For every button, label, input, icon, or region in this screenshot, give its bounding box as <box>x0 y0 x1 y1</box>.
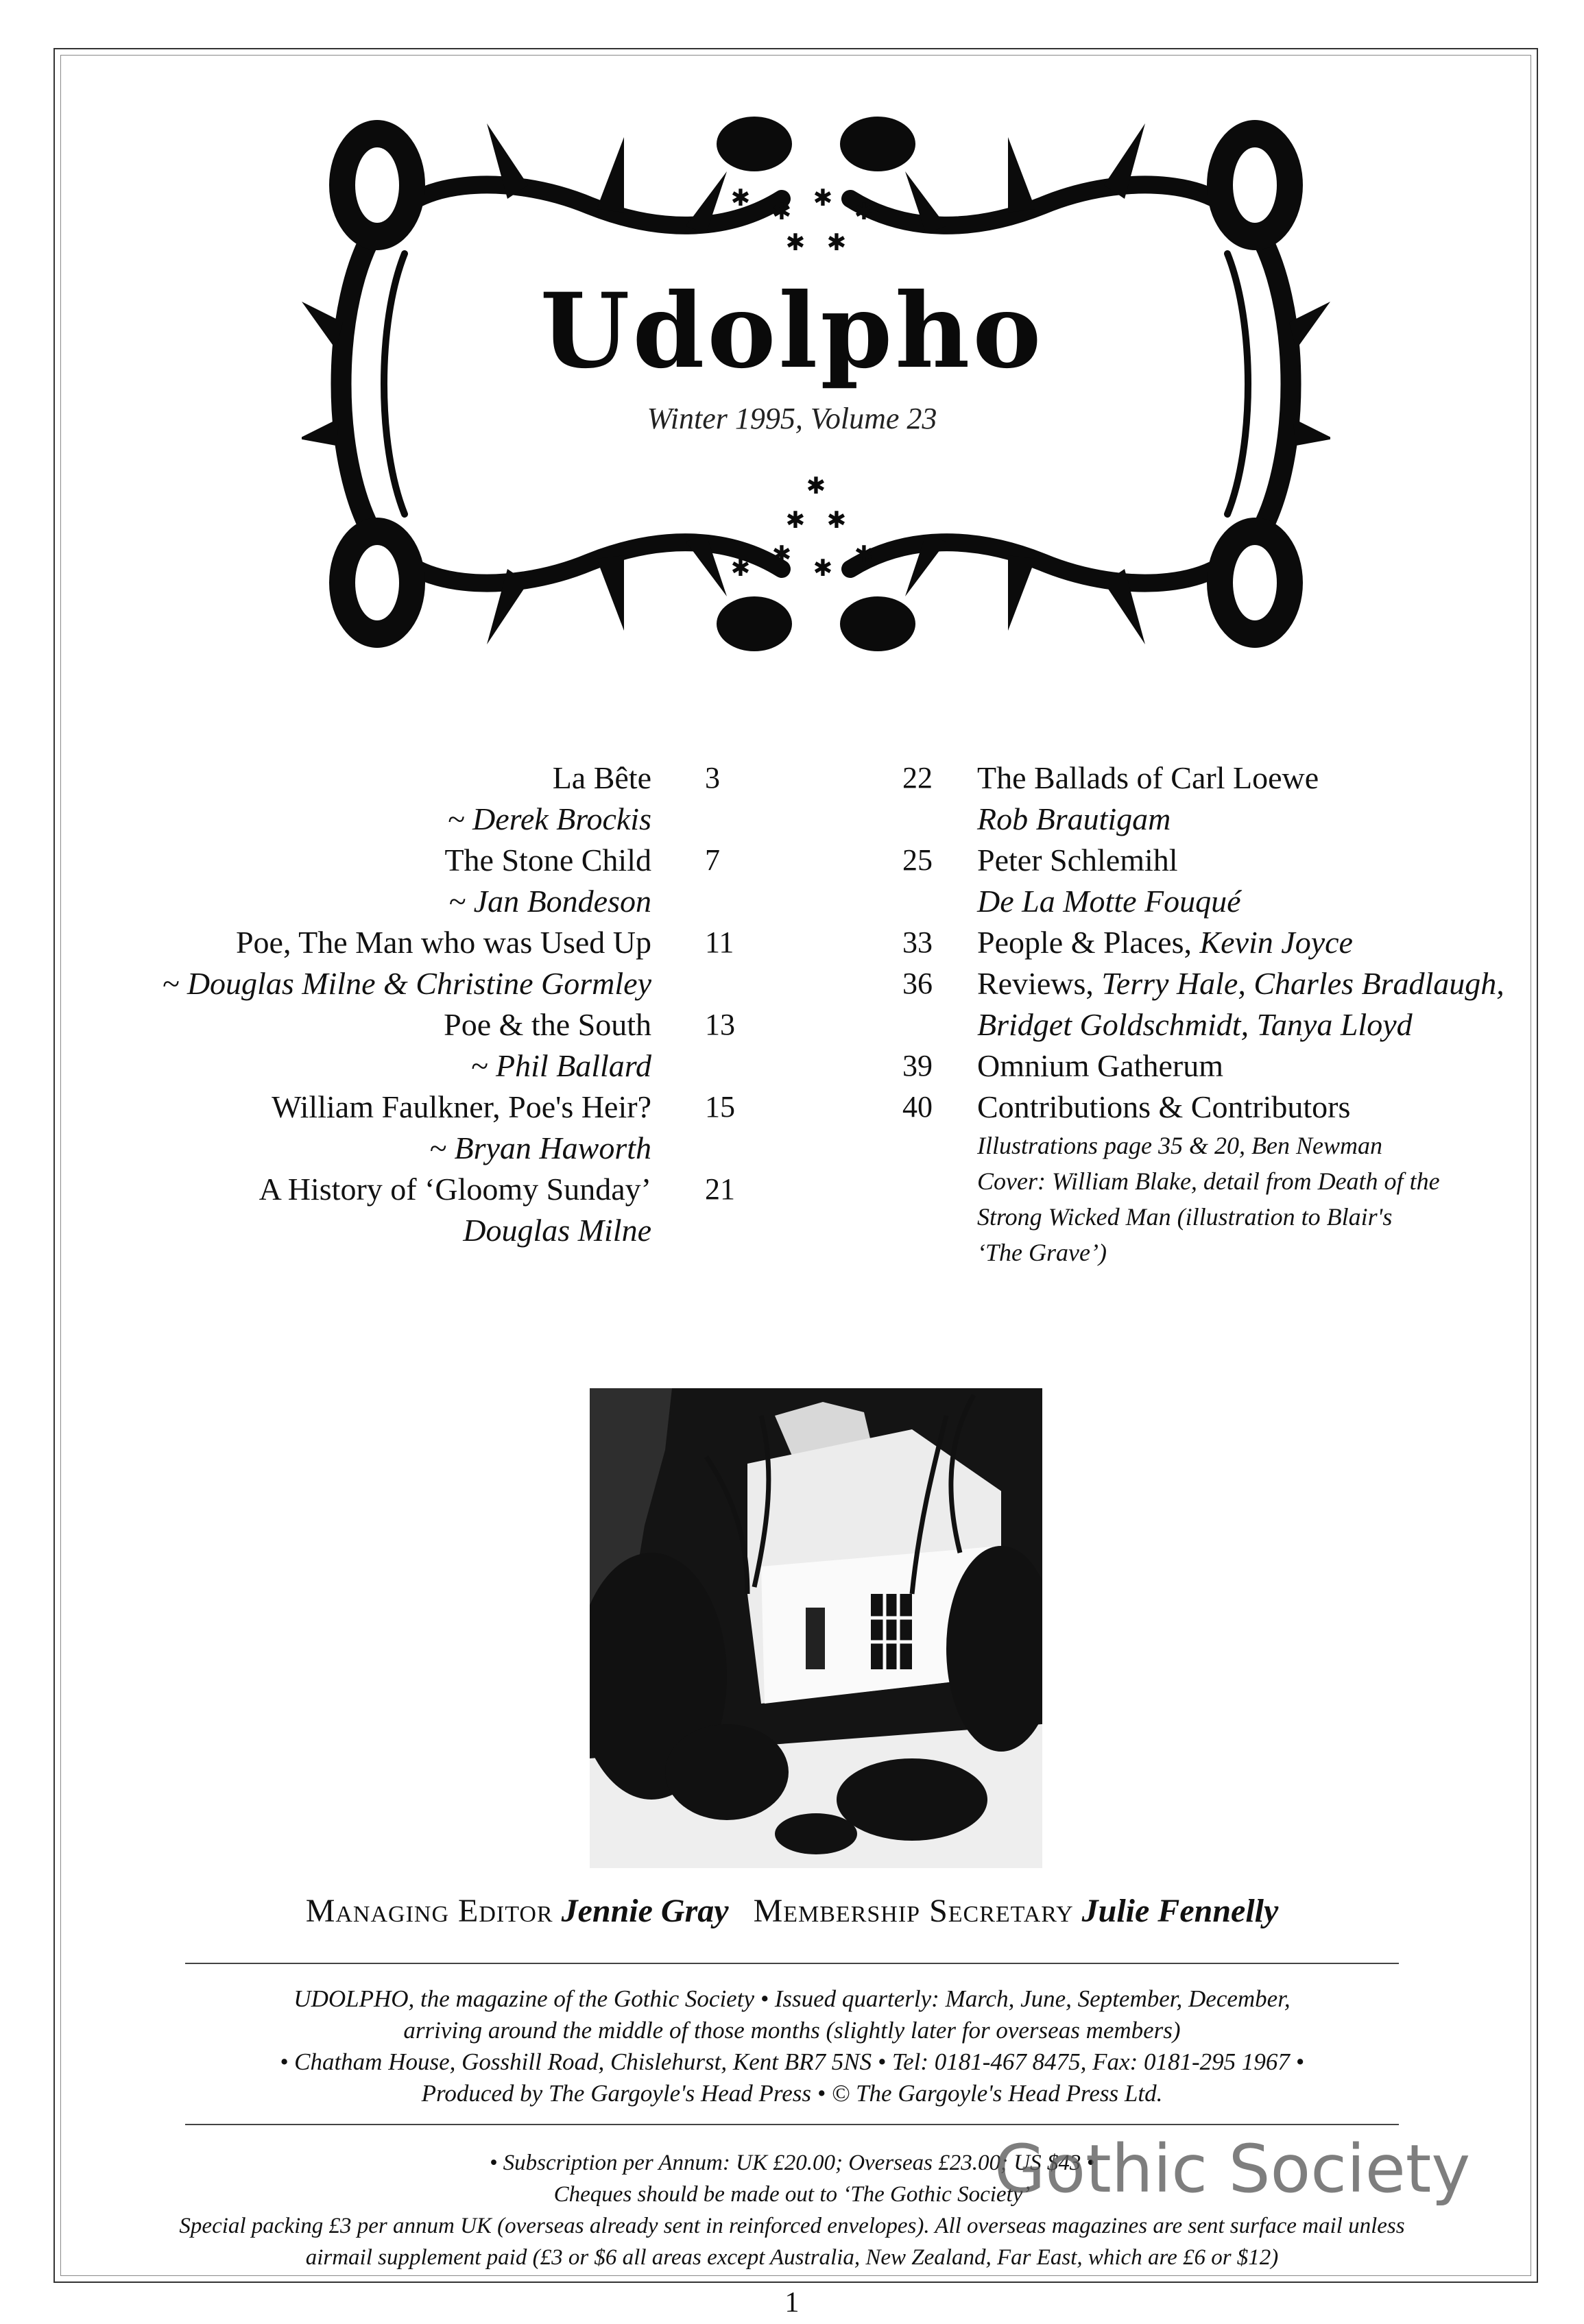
entry-page: 13 <box>705 1008 735 1041</box>
svg-text:✱: ✱ <box>785 229 806 256</box>
watermark: Gothic Society <box>994 2131 1471 2207</box>
svg-text:✱: ✱ <box>771 541 792 568</box>
toc-entry <box>885 963 1557 1004</box>
svg-text:✱: ✱ <box>826 507 847 534</box>
entry-title: A History of ‘Gloomy Sunday’ <box>259 1172 651 1207</box>
editor-role: Managing Editor <box>305 1893 553 1929</box>
toc-entry <box>103 1169 754 1210</box>
entry-author: Rob Brautigam <box>977 801 1171 836</box>
divider <box>185 2124 1399 2125</box>
credit-text: Cover: William Blake, detail from Death of the <box>977 1167 1440 1195</box>
toc-entry-author-row <box>885 799 1557 840</box>
toc-entry-author-row <box>103 1210 754 1251</box>
svg-text:✱: ✱ <box>854 541 874 568</box>
entry-author: Kevin Joyce <box>1199 925 1353 960</box>
credit-line <box>885 1163 1557 1199</box>
svg-text:✱: ✱ <box>806 472 826 500</box>
subscription-line: Cheques should be made out to ‘The Gothic Society’ <box>553 2182 1031 2207</box>
divider <box>185 1963 1399 1964</box>
svg-text:✱: ✱ <box>854 198 874 226</box>
entry-author: ~ Derek Brockis <box>447 801 651 836</box>
entry-title: Reviews, <box>977 966 1094 1001</box>
svg-text:✱: ✱ <box>771 198 792 226</box>
entry-page: 3 <box>705 761 720 795</box>
toc-entry-author-row <box>103 963 754 1004</box>
toc-entry <box>885 758 1557 799</box>
imprint-line: • Chatham House, Gosshill Road, Chislehurst, Kent BR7 5NS • Tel: 0181-467 8475, Fax: 0181-295 1967 • <box>280 2048 1304 2075</box>
entry-page: 21 <box>705 1172 735 1206</box>
entry-page: 7 <box>705 843 720 877</box>
credit-text: Illustrations page 35 & 20, Ben Newman <box>977 1132 1382 1159</box>
subscription-line: airmail supplement paid (£3 or $6 all areas except Australia, New Zealand, Far East, which are £6 or $12) <box>305 2245 1279 2270</box>
credit-text: ‘The Grave’) <box>977 1239 1107 1266</box>
svg-text:✱: ✱ <box>730 555 751 582</box>
contents-right-column <box>885 758 1557 1270</box>
page-number: 1 <box>784 2287 800 2319</box>
imprint-line: arriving around the middle of those months (slightly later for overseas members) <box>403 2017 1181 2044</box>
entry-author: Terry Hale, Charles Bradlaugh, <box>1101 966 1504 1001</box>
issue-line: Winter 1995, Volume 23 <box>647 402 937 435</box>
subscription-line: Special packing £3 per annum UK (overseas already sent in reinforced envelopes). All overseas magazines are sent surface mail unless <box>179 2214 1405 2238</box>
entry-author: De La Motte Fouqué <box>977 884 1241 919</box>
toc-entry <box>885 922 1557 963</box>
entry-title: Poe, The Man who was Used Up <box>235 925 651 960</box>
imprint-line: Produced by The Gargoyle's Head Press • © The Gargoyle's Head Press Ltd. <box>421 2080 1163 2107</box>
entry-page: 11 <box>705 925 734 959</box>
entry-title: The Stone Child <box>444 843 651 877</box>
entry-page: 39 <box>902 1049 933 1082</box>
imprint-block <box>0 1983 1584 2109</box>
toc-entry-author-row <box>103 1128 754 1169</box>
secretary-name: Julie Fennelly <box>1081 1893 1279 1929</box>
entry-title: La Bête <box>552 760 651 795</box>
svg-text:✱: ✱ <box>813 555 833 582</box>
magazine-title: Udolpho <box>540 271 1044 391</box>
entry-title: People & Places, <box>977 925 1192 960</box>
house-photograph <box>590 1388 1042 1868</box>
entry-page: 33 <box>902 925 933 959</box>
entry-title-line <box>977 922 1353 963</box>
entry-author: Bridget Goldschmidt, Tanya Lloyd <box>977 1007 1413 1042</box>
toc-entry-author-row <box>103 1045 754 1087</box>
entry-page: 22 <box>902 761 933 795</box>
entry-page: 25 <box>902 843 933 877</box>
credit-line <box>885 1199 1557 1235</box>
toc-entry-author-row <box>885 881 1557 922</box>
secretary-role: Membership Secretary <box>753 1893 1074 1929</box>
svg-text:✱: ✱ <box>826 229 847 256</box>
entry-title-line <box>977 963 1504 1004</box>
imprint-line: UDOLPHO, the magazine of the Gothic Society • Issued quarterly: March, June, September, December, <box>293 1985 1291 2012</box>
entry-title: William Faulkner, Poe's Heir? <box>272 1089 651 1124</box>
entry-title: The Ballads of Carl Loewe <box>977 760 1319 795</box>
entry-author: ~ Bryan Haworth <box>429 1130 651 1165</box>
editor-name: Jennie Gray <box>561 1893 729 1929</box>
svg-text:✱: ✱ <box>813 184 833 212</box>
entry-title: Poe & the South <box>444 1007 651 1042</box>
credit-line <box>885 1128 1557 1163</box>
contents-left-column <box>103 758 754 1251</box>
entry-author: ~ Jan Bondeson <box>448 884 651 919</box>
toc-entry-author-row <box>103 799 754 840</box>
entry-page: 36 <box>902 967 933 1000</box>
staff-credits <box>0 1892 1584 1930</box>
entry-page: 15 <box>705 1090 735 1124</box>
toc-entry <box>103 1004 754 1045</box>
credit-text: Strong Wicked Man (illustration to Blair's <box>977 1203 1393 1231</box>
toc-entry <box>103 840 754 881</box>
toc-entry <box>885 1045 1557 1087</box>
subscription-line: • Subscription per Annum: UK £20.00; Overseas £23.00; US $43 • <box>489 2151 1095 2175</box>
toc-entry-author-row <box>103 881 754 922</box>
entry-page: 40 <box>902 1090 933 1124</box>
toc-entry <box>885 840 1557 881</box>
entry-author: ~ Douglas Milne & Christine Gormley <box>162 966 651 1001</box>
entry-author: Douglas Milne <box>463 1213 651 1248</box>
entry-title: Peter Schlemihl <box>977 843 1178 877</box>
svg-text:✱: ✱ <box>730 184 751 212</box>
toc-entry <box>885 1087 1557 1128</box>
credit-line <box>885 1235 1557 1270</box>
toc-entry <box>103 1087 754 1128</box>
entry-title: Omnium Gatherum <box>977 1048 1223 1083</box>
entry-title: Contributions & Contributors <box>977 1089 1351 1124</box>
toc-entry-author-row <box>885 1004 1557 1045</box>
entry-author: ~ Phil Ballard <box>470 1048 651 1083</box>
svg-text:✱: ✱ <box>785 507 806 534</box>
toc-entry <box>103 758 754 799</box>
toc-entry <box>103 922 754 963</box>
